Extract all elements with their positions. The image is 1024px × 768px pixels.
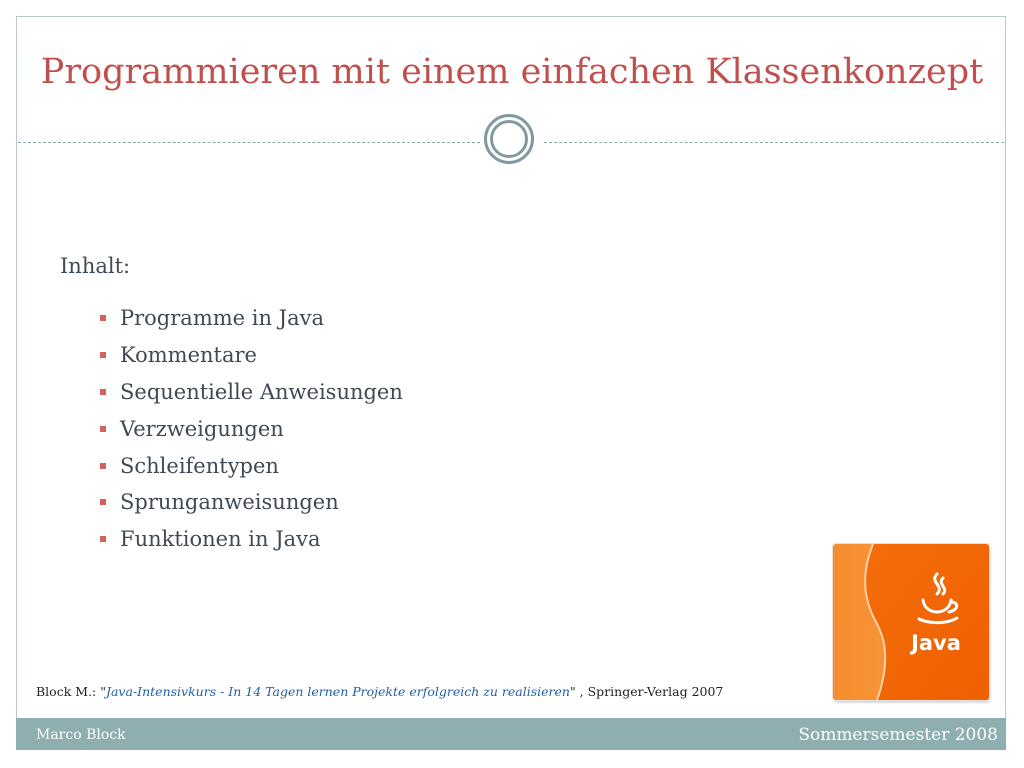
list-item: [100, 447, 403, 484]
title-divider-right: [544, 142, 1004, 143]
list-item-label: Funktionen in Java: [120, 527, 321, 552]
slide-title: Programmieren mit einem einfachen Klassenkonzept: [40, 52, 984, 92]
java-logo: [833, 544, 989, 700]
citation-prefix: Block M.: ": [36, 684, 106, 699]
footer-author: Marco Block: [36, 727, 126, 743]
list-item: [100, 300, 403, 337]
list-item-label: Programme in Java: [120, 306, 324, 331]
content-list: [100, 300, 403, 558]
list-item-label: Verzweigungen: [120, 416, 284, 441]
book-title: Java-Intensivkurs - In 14 Tagen lernen Projekte erfolgreich zu realisieren: [105, 684, 570, 699]
content-heading: Inhalt:: [60, 254, 131, 278]
list-item: [100, 337, 403, 374]
citation: [36, 684, 723, 699]
list-item-label: Sprunganweisungen: [120, 490, 339, 515]
bullet-icon: [100, 426, 106, 432]
list-item-label: Schleifentypen: [120, 453, 279, 478]
list-item-label: Sequentielle Anweisungen: [120, 379, 403, 404]
list-item: [100, 374, 403, 411]
list-item: [100, 484, 403, 521]
citation-suffix: " , Springer-Verlag 2007: [569, 684, 724, 699]
bullet-icon: [100, 536, 106, 542]
bullet-icon: [100, 463, 106, 469]
bullet-icon: [100, 315, 106, 321]
bullet-icon: [100, 389, 106, 395]
footer-semester: Sommersemester 2008: [798, 725, 998, 745]
list-item-label: Kommentare: [120, 343, 257, 368]
list-item: [100, 410, 403, 447]
title-divider-left: [18, 142, 480, 143]
bullet-icon: [100, 352, 106, 358]
bullet-icon: [100, 499, 106, 505]
list-item: [100, 521, 403, 558]
java-logo-text: Java: [911, 631, 961, 655]
java-logo-graphic: [833, 544, 989, 700]
divider-ring-icon: [484, 114, 534, 164]
